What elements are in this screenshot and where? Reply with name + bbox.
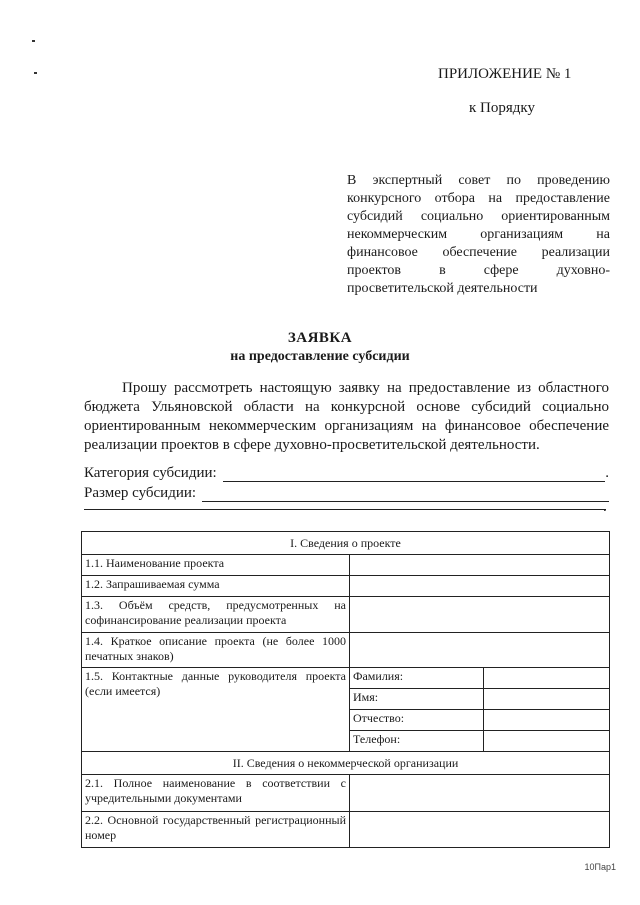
section-project-header: I. Сведения о проекте <box>82 532 610 555</box>
subsidy-size-line[interactable] <box>202 488 609 502</box>
appendix-heading: ПРИЛОЖЕНИЕ № 1 <box>438 66 572 82</box>
title-block <box>0 330 640 365</box>
contact-phone-label: Телефон: <box>350 731 484 752</box>
ogrn-value[interactable] <box>350 812 610 848</box>
subsidy-size-continuation-line[interactable] <box>84 509 606 510</box>
subsidy-category-label: Категория субсидии: <box>84 465 217 481</box>
field-period: . <box>605 465 609 481</box>
organization-name-label: 2.1. Полное наименование в соответствии с учредительными документами <box>82 775 350 812</box>
subsidy-category-field[interactable] <box>84 465 609 482</box>
section-organization-header: II. Сведения о некоммерческой организации <box>82 752 610 775</box>
contact-surname-label: Фамилия: <box>350 668 484 689</box>
project-name-value[interactable] <box>350 555 610 576</box>
project-name-label: 1.1. Наименование проекта <box>82 555 350 576</box>
ogrn-label: 2.2. Основной государственный регистрационный номер <box>82 812 350 848</box>
addressee-block: В экспертный совет по проведению конкурсного отбора на предоставление субсидий социально ориентированным некоммерческим организациям на финансовое обеспечение реализации проектов в сфере духовно-просветительской деятельности <box>347 173 610 296</box>
subsidy-size-field[interactable] <box>84 485 609 502</box>
project-description-label: 1.4. Краткое описание проекта (не более 1000 печатных знаков) <box>82 633 350 668</box>
contact-name-label: Имя: <box>350 689 484 710</box>
document-title: ЗАЯВКА <box>287 330 353 346</box>
scan-mark <box>32 40 35 42</box>
contact-patronymic-label: Отчество: <box>350 710 484 731</box>
field-period: . <box>603 499 607 515</box>
contact-name-value[interactable] <box>484 689 610 710</box>
contact-data-label: 1.5. Контактные данные руководителя проекта (если имеется) <box>82 668 350 752</box>
cofinancing-value[interactable] <box>350 597 610 633</box>
contact-patronymic-value[interactable] <box>484 710 610 731</box>
cofinancing-label: 1.3. Объём средств, предусмотренных на софинансирование реализации проекта <box>82 597 350 633</box>
document-subtitle: на предоставление субсидии <box>230 349 410 364</box>
organization-name-value[interactable] <box>350 775 610 812</box>
contact-surname-value[interactable] <box>484 668 610 689</box>
request-paragraph: Прошу рассмотреть настоящую заявку на предоставление из областного бюджета Ульяновской области на конкурсной основе субсидий социально ориентированным некоммерческим организациям на финансовое обеспечение реализации проектов в сфере духовно-просветительской деятельности. <box>84 380 609 453</box>
requested-amount-value[interactable] <box>350 576 610 597</box>
requested-amount-label: 1.2. Запрашиваемая сумма <box>82 576 350 597</box>
subsidy-category-line[interactable] <box>223 468 606 482</box>
contact-phone-value[interactable] <box>484 731 610 752</box>
subsidy-size-label: Размер субсидии: <box>84 485 197 501</box>
application-table <box>81 531 610 848</box>
order-reference: к Порядку <box>469 100 535 116</box>
scan-mark <box>34 72 37 74</box>
project-description-value[interactable] <box>350 633 610 668</box>
page-footer-code: 10Пар1 <box>584 862 616 872</box>
